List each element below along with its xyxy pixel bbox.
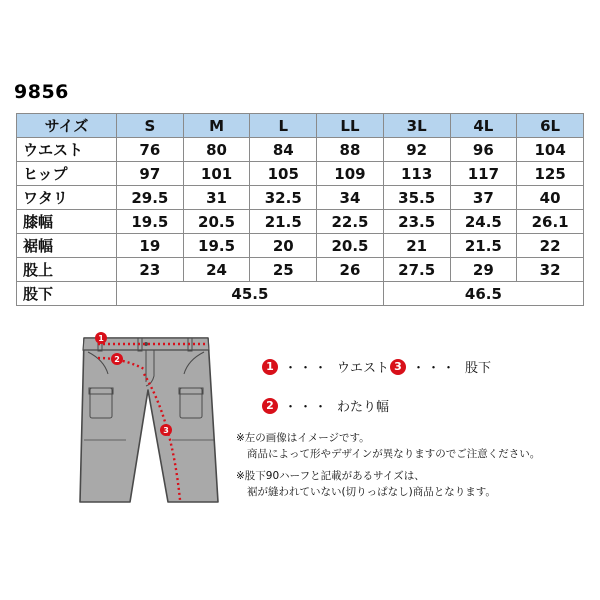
table-cell: 37 bbox=[450, 186, 517, 210]
table-cell: 117 bbox=[450, 162, 517, 186]
table-cell: 76 bbox=[117, 138, 184, 162]
table-cell: 80 bbox=[183, 138, 250, 162]
number-3-icon: 3 bbox=[390, 359, 406, 375]
row-label: ウエスト bbox=[17, 138, 117, 162]
table-row-inseam bbox=[17, 282, 584, 306]
header-ll: LL bbox=[317, 114, 384, 138]
table-cell: 31 bbox=[183, 186, 250, 210]
legend-item-waist bbox=[262, 357, 389, 376]
table-cell: 19.5 bbox=[117, 210, 184, 234]
table-cell: 35.5 bbox=[383, 186, 450, 210]
note-line-2: 商品によって形やデザインが異なりますのでご注意ください。 bbox=[247, 448, 541, 460]
legend-label: ウエスト bbox=[337, 361, 390, 376]
table-row-hem bbox=[17, 234, 584, 258]
table-cell: 22 bbox=[517, 234, 584, 258]
table-cell: 24 bbox=[183, 258, 250, 282]
table-cell: 19.5 bbox=[183, 234, 250, 258]
row-label: ワタリ bbox=[17, 186, 117, 210]
table-cell: 125 bbox=[517, 162, 584, 186]
table-cell: 32.5 bbox=[250, 186, 317, 210]
legend-label: わたり幅 bbox=[337, 400, 390, 415]
row-label: 裾幅 bbox=[17, 234, 117, 258]
table-cell: 104 bbox=[517, 138, 584, 162]
header-m: M bbox=[183, 114, 250, 138]
table-cell: 109 bbox=[317, 162, 384, 186]
table-header-row bbox=[17, 114, 584, 138]
note-line-1: ※左の画像はイメージです。 bbox=[236, 432, 370, 444]
row-label: 股上 bbox=[17, 258, 117, 282]
header-l: L bbox=[250, 114, 317, 138]
table-cell: 23 bbox=[117, 258, 184, 282]
legend-item-thigh bbox=[262, 396, 389, 415]
table-cell: 113 bbox=[383, 162, 450, 186]
header-3l: 3L bbox=[383, 114, 450, 138]
size-table bbox=[16, 113, 584, 306]
marker-2-label: 2 bbox=[114, 355, 120, 364]
table-cell: 46.5 bbox=[383, 282, 583, 306]
header-size: サイズ bbox=[17, 114, 117, 138]
table-cell: 25 bbox=[250, 258, 317, 282]
table-cell: 21 bbox=[383, 234, 450, 258]
table-cell: 20.5 bbox=[183, 210, 250, 234]
legend-dots: ・・・ bbox=[284, 400, 330, 415]
table-cell: 26.1 bbox=[517, 210, 584, 234]
row-label: 膝幅 bbox=[17, 210, 117, 234]
table-cell: 88 bbox=[317, 138, 384, 162]
table-cell: 97 bbox=[117, 162, 184, 186]
table-cell: 26 bbox=[317, 258, 384, 282]
table-cell: 29.5 bbox=[117, 186, 184, 210]
table-cell: 27.5 bbox=[383, 258, 450, 282]
number-2-icon: 2 bbox=[262, 398, 278, 414]
legend-label: 股下 bbox=[465, 361, 492, 376]
pants-shape bbox=[80, 338, 218, 502]
table-cell: 22.5 bbox=[317, 210, 384, 234]
table-cell: 45.5 bbox=[117, 282, 384, 306]
table-cell: 84 bbox=[250, 138, 317, 162]
table-row-rise bbox=[17, 258, 584, 282]
table-cell: 21.5 bbox=[450, 234, 517, 258]
table-cell: 34 bbox=[317, 186, 384, 210]
legend-dots: ・・・ bbox=[284, 361, 330, 376]
header-4l: 4L bbox=[450, 114, 517, 138]
table-cell: 19 bbox=[117, 234, 184, 258]
table-cell: 20.5 bbox=[317, 234, 384, 258]
row-label: 股下 bbox=[17, 282, 117, 306]
table-cell: 32 bbox=[517, 258, 584, 282]
table-cell: 96 bbox=[450, 138, 517, 162]
table-row-knee bbox=[17, 210, 584, 234]
table-row-thigh bbox=[17, 186, 584, 210]
table-cell: 40 bbox=[517, 186, 584, 210]
row-label: ヒップ bbox=[17, 162, 117, 186]
note-line-4: 裾が縫われていない(切りっぱなし)商品となります。 bbox=[247, 486, 496, 498]
header-6l: 6L bbox=[517, 114, 584, 138]
pants-diagram bbox=[76, 330, 226, 510]
table-cell: 24.5 bbox=[450, 210, 517, 234]
legend-item-inseam bbox=[390, 357, 491, 376]
number-1-icon: 1 bbox=[262, 359, 278, 375]
marker-3-label: 3 bbox=[163, 426, 169, 435]
table-cell: 20 bbox=[250, 234, 317, 258]
table-cell: 29 bbox=[450, 258, 517, 282]
table-cell: 105 bbox=[250, 162, 317, 186]
table-row-waist bbox=[17, 138, 584, 162]
legend-dots: ・・・ bbox=[412, 361, 458, 376]
table-cell: 21.5 bbox=[250, 210, 317, 234]
table-row-hip bbox=[17, 162, 584, 186]
table-cell: 23.5 bbox=[383, 210, 450, 234]
note-line-3: ※股下90ハーフと記載があるサイズは、 bbox=[236, 470, 425, 482]
header-s: S bbox=[117, 114, 184, 138]
product-code: 9856 bbox=[14, 81, 69, 103]
table-cell: 92 bbox=[383, 138, 450, 162]
table-cell: 101 bbox=[183, 162, 250, 186]
marker-1-label: 1 bbox=[98, 334, 104, 343]
